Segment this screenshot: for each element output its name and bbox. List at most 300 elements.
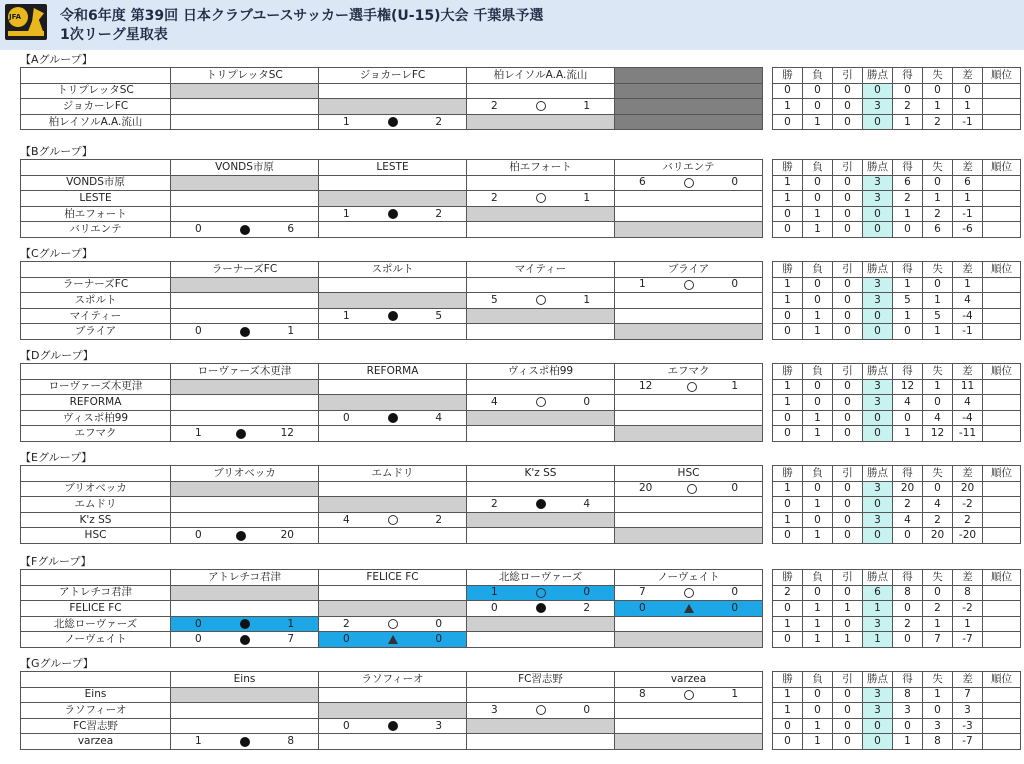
points-cell: 0: [863, 324, 893, 340]
goals-against-cell: 1: [923, 616, 953, 632]
points-cell: 3: [863, 395, 893, 411]
wins-cell: 1: [773, 395, 803, 411]
goals-for-cell: 8: [893, 585, 923, 601]
goals-against-cell: 12: [923, 426, 953, 442]
match-result-cell: [467, 601, 615, 617]
win-circle-icon: [684, 178, 694, 188]
row-team-name: ヴィスポ柏99: [21, 410, 171, 426]
empty-match-cell: [171, 410, 319, 426]
unused-cell: [615, 114, 763, 130]
empty-match-cell: [319, 734, 467, 750]
empty-match-cell: [615, 616, 763, 632]
goals-against-cell: 1: [923, 191, 953, 207]
empty-match-cell: [319, 687, 467, 703]
draws-cell: 0: [833, 481, 863, 497]
points-cell: 6: [863, 585, 893, 601]
draws-cell: 0: [833, 308, 863, 324]
column-team-name: スポルト: [319, 262, 467, 278]
goals-against-cell: 20: [923, 528, 953, 544]
table-row: [21, 528, 1021, 544]
self-match-cell: [615, 222, 763, 238]
win-circle-icon: [536, 101, 546, 111]
goals-against-cell: 4: [923, 497, 953, 513]
row-team-name: エムドリ: [21, 497, 171, 513]
draws-cell: 0: [833, 734, 863, 750]
loss-dot-icon: [536, 603, 546, 613]
losses-cell: 0: [803, 395, 833, 411]
column-team-name: トリプレッタSC: [171, 68, 319, 84]
group-label: 【Fグループ】: [20, 555, 92, 568]
goal-diff-cell: 3: [953, 703, 983, 719]
rank-cell: [983, 206, 1021, 222]
goal-diff-cell: 11: [953, 379, 983, 395]
empty-match-cell: [467, 175, 615, 191]
empty-match-cell: [467, 324, 615, 340]
rank-cell: [983, 497, 1021, 513]
stat-header: 失: [923, 570, 953, 586]
away-score: 2: [435, 207, 442, 220]
home-score: 3: [491, 703, 498, 716]
column-team-name: エムドリ: [319, 466, 467, 482]
rank-cell: [983, 703, 1021, 719]
goal-diff-cell: -7: [953, 632, 983, 648]
losses-cell: 1: [803, 528, 833, 544]
table-row: [21, 687, 1021, 703]
home-score: 8: [639, 688, 646, 701]
group-0: [20, 54, 1020, 146]
empty-match-cell: [467, 426, 615, 442]
points-cell: 3: [863, 191, 893, 207]
row-team-name: 北総ローヴァーズ: [21, 616, 171, 632]
row-team-name: ラソフィーオ: [21, 703, 171, 719]
empty-match-cell: [171, 395, 319, 411]
page-subtitle: 1次リーグ星取表: [60, 27, 168, 43]
away-score: 1: [583, 293, 590, 306]
points-cell: 0: [863, 426, 893, 442]
group-label: 【Dグループ】: [20, 349, 94, 362]
group-label: 【Aグループ】: [20, 53, 93, 66]
draws-cell: 0: [833, 718, 863, 734]
rank-cell: [983, 718, 1021, 734]
row-team-name: マイティー: [21, 308, 171, 324]
home-score: 1: [343, 207, 350, 220]
spacer: [763, 497, 773, 513]
table-row: [21, 324, 1021, 340]
table-row: [21, 277, 1021, 293]
stat-header: 引: [833, 160, 863, 176]
home-score: 1: [343, 309, 350, 322]
goal-diff-cell: 0: [953, 83, 983, 99]
table-row: [21, 718, 1021, 734]
group-4: [20, 452, 1020, 544]
points-cell: 3: [863, 703, 893, 719]
points-cell: 0: [863, 497, 893, 513]
spacer: [763, 206, 773, 222]
stat-header: 差: [953, 68, 983, 84]
row-team-name: トリプレッタSC: [21, 83, 171, 99]
table-row: [21, 379, 1021, 395]
goals-for-cell: 20: [893, 481, 923, 497]
self-match-cell: [319, 99, 467, 115]
points-cell: 3: [863, 512, 893, 528]
rank-cell: [983, 512, 1021, 528]
goal-diff-cell: -1: [953, 114, 983, 130]
away-score: 4: [435, 411, 442, 424]
standings-table: [20, 159, 1021, 238]
home-score: 0: [491, 601, 498, 614]
stat-header: 失: [923, 672, 953, 688]
stat-header: 順位: [983, 68, 1021, 84]
table-row: [21, 632, 1021, 648]
table-row: [21, 734, 1021, 750]
goals-for-cell: 4: [893, 512, 923, 528]
points-cell: 3: [863, 481, 893, 497]
empty-match-cell: [319, 324, 467, 340]
goals-against-cell: 0: [923, 175, 953, 191]
column-team-name: 柏レイソルA.A.流山: [467, 68, 615, 84]
self-match-cell: [467, 718, 615, 734]
wins-cell: 0: [773, 222, 803, 238]
row-team-name: HSC: [21, 528, 171, 544]
loss-dot-icon: [388, 117, 398, 127]
row-team-name: Eins: [21, 687, 171, 703]
row-team-name: varzea: [21, 734, 171, 750]
spacer: [763, 481, 773, 497]
stat-header: 勝点: [863, 262, 893, 278]
home-score: 2: [491, 497, 498, 510]
standings-table: [20, 67, 1021, 130]
empty-match-cell: [319, 379, 467, 395]
wins-cell: 0: [773, 114, 803, 130]
points-cell: 3: [863, 616, 893, 632]
table-row: [21, 114, 1021, 130]
spacer: [763, 395, 773, 411]
home-score: 0: [343, 633, 350, 646]
goals-for-cell: 0: [893, 718, 923, 734]
home-score: 0: [343, 411, 350, 424]
win-circle-icon: [536, 397, 546, 407]
points-cell: 0: [863, 718, 893, 734]
empty-match-cell: [467, 379, 615, 395]
points-cell: 0: [863, 83, 893, 99]
column-team-name: [615, 68, 763, 84]
home-score: 1: [491, 586, 498, 599]
loss-dot-icon: [388, 209, 398, 219]
spacer: [763, 718, 773, 734]
goal-diff-cell: -2: [953, 497, 983, 513]
goals-for-cell: 0: [893, 528, 923, 544]
empty-match-cell: [467, 222, 615, 238]
stat-header: 得: [893, 364, 923, 380]
table-row: [21, 512, 1021, 528]
loss-dot-icon: [388, 721, 398, 731]
goals-against-cell: 0: [923, 83, 953, 99]
header-row: [21, 570, 1021, 586]
goals-for-cell: 1: [893, 308, 923, 324]
rank-cell: [983, 410, 1021, 426]
spacer: [763, 601, 773, 617]
loss-dot-icon: [240, 619, 250, 629]
match-result-cell: [171, 734, 319, 750]
losses-cell: 0: [803, 99, 833, 115]
spacer: [763, 672, 773, 688]
empty-match-cell: [467, 687, 615, 703]
spacer: [763, 687, 773, 703]
goals-for-cell: 12: [893, 379, 923, 395]
away-score: 0: [583, 703, 590, 716]
home-score: 0: [195, 633, 202, 646]
losses-cell: 0: [803, 687, 833, 703]
stat-header: 勝: [773, 570, 803, 586]
goals-against-cell: 7: [923, 632, 953, 648]
spacer: [763, 277, 773, 293]
stat-header: 失: [923, 160, 953, 176]
losses-cell: 0: [803, 585, 833, 601]
goals-against-cell: 2: [923, 512, 953, 528]
points-cell: 3: [863, 293, 893, 309]
goal-diff-cell: 1: [953, 616, 983, 632]
loss-dot-icon: [240, 737, 250, 747]
self-match-cell: [319, 395, 467, 411]
self-match-cell: [467, 308, 615, 324]
points-cell: 0: [863, 410, 893, 426]
home-score: 1: [195, 427, 202, 440]
goals-for-cell: 1: [893, 206, 923, 222]
table-row: [21, 99, 1021, 115]
goals-for-cell: 8: [893, 687, 923, 703]
goal-diff-cell: 4: [953, 395, 983, 411]
away-score: 0: [731, 176, 738, 189]
wins-cell: 1: [773, 687, 803, 703]
group-label: 【Gグループ】: [20, 657, 94, 670]
spacer: [763, 616, 773, 632]
row-team-name: ローヴァーズ木更津: [21, 379, 171, 395]
away-score: 1: [731, 688, 738, 701]
away-score: 7: [287, 633, 294, 646]
spacer: [763, 570, 773, 586]
wins-cell: 2: [773, 585, 803, 601]
home-score: 5: [491, 293, 498, 306]
stat-header: 勝点: [863, 364, 893, 380]
stat-header: 勝点: [863, 570, 893, 586]
goals-against-cell: 2: [923, 114, 953, 130]
corner-cell: [21, 68, 171, 84]
stat-header: 失: [923, 262, 953, 278]
draws-cell: 0: [833, 99, 863, 115]
spacer: [763, 308, 773, 324]
stat-header: 差: [953, 570, 983, 586]
away-score: 0: [731, 601, 738, 614]
away-score: 0: [435, 633, 442, 646]
spacer: [763, 364, 773, 380]
table-row: [21, 222, 1021, 238]
stat-header: 得: [893, 262, 923, 278]
losses-cell: 1: [803, 616, 833, 632]
self-match-cell: [171, 277, 319, 293]
win-circle-icon: [536, 193, 546, 203]
goals-for-cell: 2: [893, 99, 923, 115]
table-row: [21, 616, 1021, 632]
column-team-name: FC習志野: [467, 672, 615, 688]
points-cell: 3: [863, 175, 893, 191]
stat-header: 勝点: [863, 466, 893, 482]
away-score: 6: [287, 223, 294, 236]
rank-cell: [983, 528, 1021, 544]
column-team-name: ローヴァーズ木更津: [171, 364, 319, 380]
home-score: 0: [195, 223, 202, 236]
empty-match-cell: [615, 395, 763, 411]
draws-cell: 0: [833, 293, 863, 309]
win-circle-icon: [684, 280, 694, 290]
rank-cell: [983, 114, 1021, 130]
table-row: [21, 481, 1021, 497]
goal-diff-cell: -2: [953, 601, 983, 617]
standings-table: [20, 363, 1021, 442]
rank-cell: [983, 293, 1021, 309]
stat-header: 勝: [773, 364, 803, 380]
row-team-name: スポルト: [21, 293, 171, 309]
match-result-cell: [467, 703, 615, 719]
rank-cell: [983, 324, 1021, 340]
goals-against-cell: 1: [923, 324, 953, 340]
match-result-cell: [319, 718, 467, 734]
row-team-name: FELICE FC: [21, 601, 171, 617]
home-score: 4: [343, 513, 350, 526]
stat-header: 勝: [773, 466, 803, 482]
wins-cell: 0: [773, 410, 803, 426]
header-row: [21, 68, 1021, 84]
row-team-name: K'z SS: [21, 512, 171, 528]
away-score: 0: [731, 482, 738, 495]
table-row: [21, 293, 1021, 309]
losses-cell: 1: [803, 632, 833, 648]
row-team-name: ノーヴェイト: [21, 632, 171, 648]
stat-header: 負: [803, 570, 833, 586]
losses-cell: 1: [803, 206, 833, 222]
rank-cell: [983, 481, 1021, 497]
loss-dot-icon: [240, 635, 250, 645]
spacer: [763, 99, 773, 115]
match-result-cell: [319, 632, 467, 648]
away-score: 0: [583, 586, 590, 599]
home-score: 4: [491, 395, 498, 408]
goals-against-cell: 1: [923, 293, 953, 309]
rank-cell: [983, 379, 1021, 395]
losses-cell: 1: [803, 426, 833, 442]
goals-for-cell: 1: [893, 426, 923, 442]
jfa-logo: [5, 4, 47, 40]
self-match-cell: [319, 497, 467, 513]
empty-match-cell: [171, 293, 319, 309]
away-score: 0: [435, 617, 442, 630]
corner-cell: [21, 466, 171, 482]
empty-match-cell: [171, 512, 319, 528]
row-team-name: VONDS市原: [21, 175, 171, 191]
losses-cell: 1: [803, 324, 833, 340]
match-result-cell: [171, 426, 319, 442]
away-score: 20: [280, 529, 294, 542]
wins-cell: 0: [773, 601, 803, 617]
empty-match-cell: [467, 83, 615, 99]
empty-match-cell: [615, 703, 763, 719]
losses-cell: 1: [803, 308, 833, 324]
self-match-cell: [467, 410, 615, 426]
spacer: [763, 528, 773, 544]
rank-cell: [983, 601, 1021, 617]
empty-match-cell: [171, 191, 319, 207]
empty-match-cell: [319, 426, 467, 442]
rank-cell: [983, 687, 1021, 703]
points-cell: 0: [863, 308, 893, 324]
draws-cell: 0: [833, 175, 863, 191]
header-row: [21, 160, 1021, 176]
stat-header: 順位: [983, 160, 1021, 176]
empty-match-cell: [615, 512, 763, 528]
match-result-cell: [319, 308, 467, 324]
home-score: 7: [639, 586, 646, 599]
table-row: [21, 308, 1021, 324]
row-team-name: FC習志野: [21, 718, 171, 734]
points-cell: 3: [863, 379, 893, 395]
losses-cell: 0: [803, 277, 833, 293]
draw-triangle-icon: [388, 635, 398, 644]
goal-diff-cell: -4: [953, 410, 983, 426]
match-result-cell: [615, 687, 763, 703]
table-row: [21, 426, 1021, 442]
wins-cell: 0: [773, 308, 803, 324]
match-result-cell: [319, 616, 467, 632]
stat-header: 負: [803, 68, 833, 84]
table-row: [21, 206, 1021, 222]
away-score: 1: [583, 191, 590, 204]
wins-cell: 1: [773, 616, 803, 632]
empty-match-cell: [171, 206, 319, 222]
rank-cell: [983, 426, 1021, 442]
wins-cell: 0: [773, 206, 803, 222]
self-match-cell: [319, 191, 467, 207]
stat-header: 引: [833, 466, 863, 482]
spacer: [763, 379, 773, 395]
empty-match-cell: [615, 191, 763, 207]
stat-header: 勝: [773, 68, 803, 84]
points-cell: 3: [863, 277, 893, 293]
row-team-name: ラーナーズFC: [21, 277, 171, 293]
goals-against-cell: 2: [923, 601, 953, 617]
wins-cell: 0: [773, 83, 803, 99]
match-result-cell: [467, 191, 615, 207]
self-match-cell: [615, 426, 763, 442]
stat-header: 勝: [773, 160, 803, 176]
match-result-cell: [171, 528, 319, 544]
header-row: [21, 672, 1021, 688]
goals-for-cell: 0: [893, 222, 923, 238]
empty-match-cell: [319, 481, 467, 497]
loss-dot-icon: [240, 327, 250, 337]
self-match-cell: [319, 601, 467, 617]
loss-dot-icon: [536, 499, 546, 509]
stat-header: 引: [833, 570, 863, 586]
draws-cell: 0: [833, 703, 863, 719]
goal-diff-cell: -7: [953, 734, 983, 750]
spacer: [763, 175, 773, 191]
goal-diff-cell: 20: [953, 481, 983, 497]
spacer: [763, 160, 773, 176]
page-header: [0, 0, 1024, 50]
stat-header: 負: [803, 364, 833, 380]
column-team-name: アトレチコ君津: [171, 570, 319, 586]
wins-cell: 1: [773, 379, 803, 395]
column-team-name: マイティー: [467, 262, 615, 278]
